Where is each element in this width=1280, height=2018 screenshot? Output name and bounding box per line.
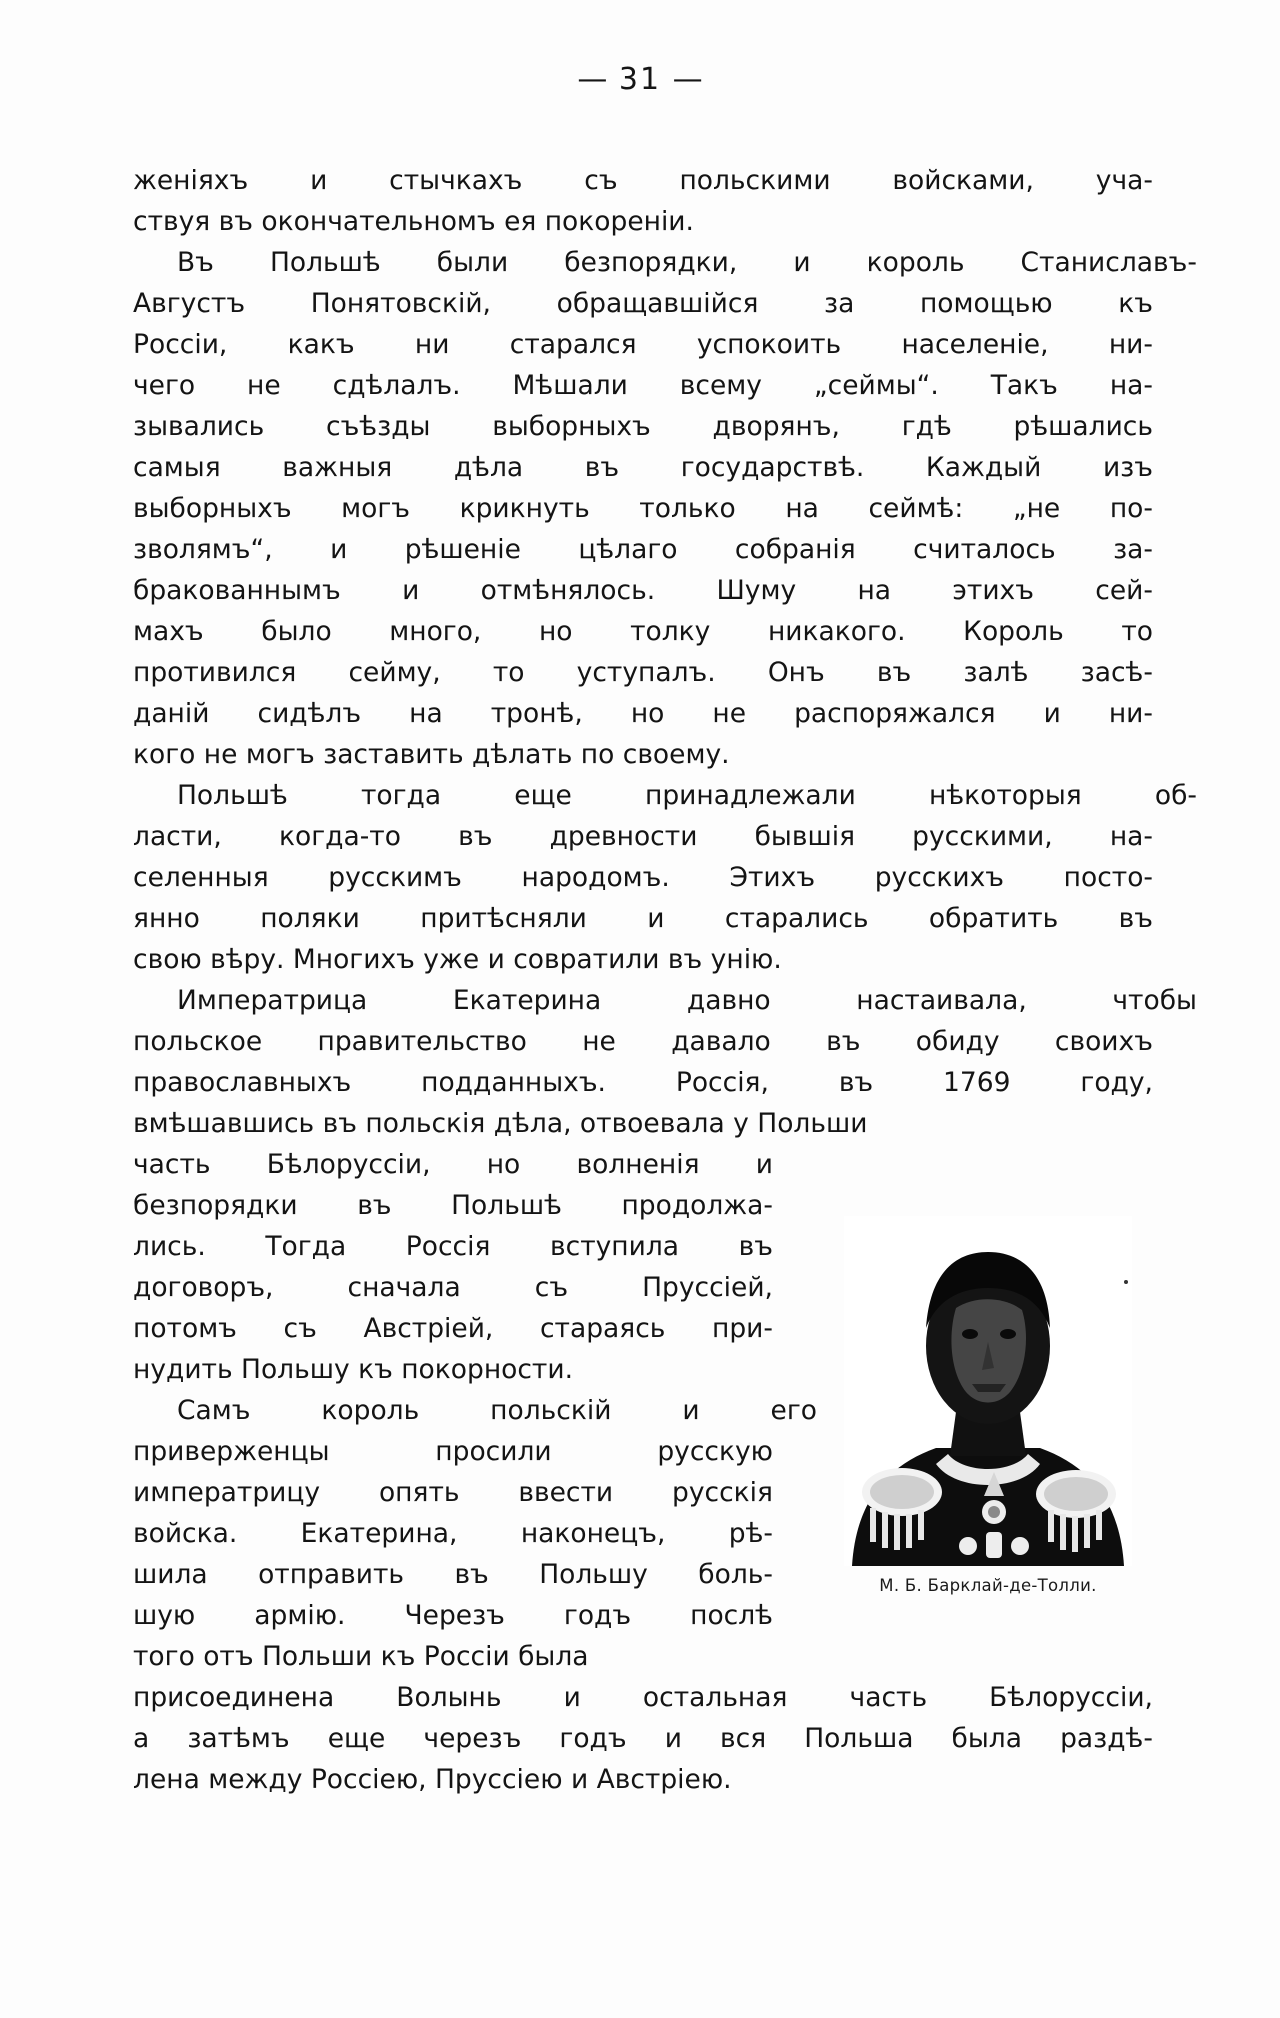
- text-line: кого не могъ заставить дѣлать по своему.: [133, 739, 730, 770]
- text-line: Въ Польшѣ были безпорядки, и король Станиславъ-: [177, 247, 1197, 278]
- text-line: Польшѣ тогда еще принадлежали нѣкоторыя об-: [177, 780, 1197, 811]
- text-line: Россіи, какъ ни старался успокоить населеніе, ни-: [133, 329, 1153, 360]
- text-line: императрицу опять ввести русскія: [133, 1477, 773, 1508]
- paragraph: [133, 1144, 773, 1390]
- text-line: а затѣмъ еще черезъ годъ и вся Польша была раздѣ-: [133, 1723, 1153, 1754]
- page-number-suffix: —: [672, 62, 703, 97]
- text-line: Самъ король польскій и его: [177, 1395, 817, 1426]
- text-line: безпорядки въ Польшѣ продолжа-: [133, 1190, 773, 1221]
- text-line: православныхъ подданныхъ. Россія, въ 1769 году,: [133, 1067, 1153, 1098]
- text-line: присоединена Волынь и остальная часть Бѣлоруссіи,: [133, 1682, 1153, 1713]
- text-line: свою вѣру. Многихъ уже и совратили въ унію.: [133, 944, 782, 975]
- text-line: зывались съѣзды выборныхъ дворянъ, гдѣ рѣшались: [133, 411, 1153, 442]
- paragraph: [133, 1390, 817, 1677]
- page-number-prefix: —: [577, 62, 608, 97]
- text-line: нудить Польшу къ покорности.: [133, 1354, 574, 1385]
- text-line: селенныя русскимъ народомъ. Этихъ русскихъ посто-: [133, 862, 1153, 893]
- text-line: зволямъ“, и рѣшеніе цѣлаго собранія считалось за-: [133, 534, 1153, 565]
- text-line: ласти, когда-то въ древности бывшія русскими, на-: [133, 821, 1153, 852]
- text-line: противился сейму, то уступалъ. Онъ въ залѣ засѣ-: [133, 657, 1153, 688]
- text-line: самыя важныя дѣла въ государствѣ. Каждый изъ: [133, 452, 1153, 483]
- text-line: договоръ, сначала съ Пруссіей,: [133, 1272, 773, 1303]
- text-line: часть Бѣлоруссіи, но волненія и: [133, 1149, 773, 1180]
- text-line: ствуя въ окончательномъ ея покореніи.: [133, 206, 694, 237]
- text-line: чего не сдѣлалъ. Мѣшали всему „сеймы“. Такъ на-: [133, 370, 1153, 401]
- text-line: выборныхъ могъ крикнуть только на сеймѣ: „не по-: [133, 493, 1153, 524]
- portrait-image: [844, 1216, 1132, 1566]
- text-line: польское правительство не давало въ обиду своихъ: [133, 1026, 1153, 1057]
- text-line: женіяхъ и стычкахъ съ польскими войсками, уча-: [133, 165, 1153, 196]
- paragraph: [133, 775, 1197, 980]
- page-number: [0, 62, 1280, 97]
- text-line: янно поляки притѣсняли и старались обратить въ: [133, 903, 1153, 934]
- page-number-value: 31: [618, 62, 662, 97]
- text-line: лена между Россіею, Пруссіею и Австріею.: [133, 1764, 732, 1795]
- text-line: войска. Екатерина, наконецъ, рѣ-: [133, 1518, 773, 1549]
- print-speck: [1124, 1280, 1128, 1284]
- paragraph: [133, 242, 1197, 775]
- paragraph: [133, 160, 1153, 242]
- text-line: даній сидѣлъ на тронѣ, но не распоряжался и ни-: [133, 698, 1153, 729]
- portrait-figure: [823, 1216, 1153, 1595]
- text-line: лись. Тогда Россія вступила въ: [133, 1231, 773, 1262]
- figure-caption: М. Б. Барклай-де-Толли.: [879, 1576, 1097, 1595]
- text-line: бракованнымъ и отмѣнялось. Шуму на этихъ сей-: [133, 575, 1153, 606]
- body-text: [133, 160, 1197, 1800]
- text-line: Августъ Понятовскій, обращавшійся за помощью къ: [133, 288, 1153, 319]
- text-line: шила отправить въ Польшу боль-: [133, 1559, 773, 1590]
- text-line: потомъ съ Австріей, стараясь при-: [133, 1313, 773, 1344]
- text-line: шую армію. Черезъ годъ послѣ: [133, 1600, 773, 1631]
- text-line: махъ было много, но толку никакого. Король то: [133, 616, 1153, 647]
- text-line: приверженцы просили русскую: [133, 1436, 773, 1467]
- paragraph: [133, 1677, 1153, 1800]
- paragraph: [133, 980, 1197, 1144]
- text-line: Императрица Екатерина давно настаивала, чтобы: [177, 985, 1197, 1016]
- text-line: вмѣшавшись въ польскія дѣла, отвоевала у Польши: [133, 1108, 868, 1139]
- text-line: того отъ Польши къ Россіи была: [133, 1641, 589, 1672]
